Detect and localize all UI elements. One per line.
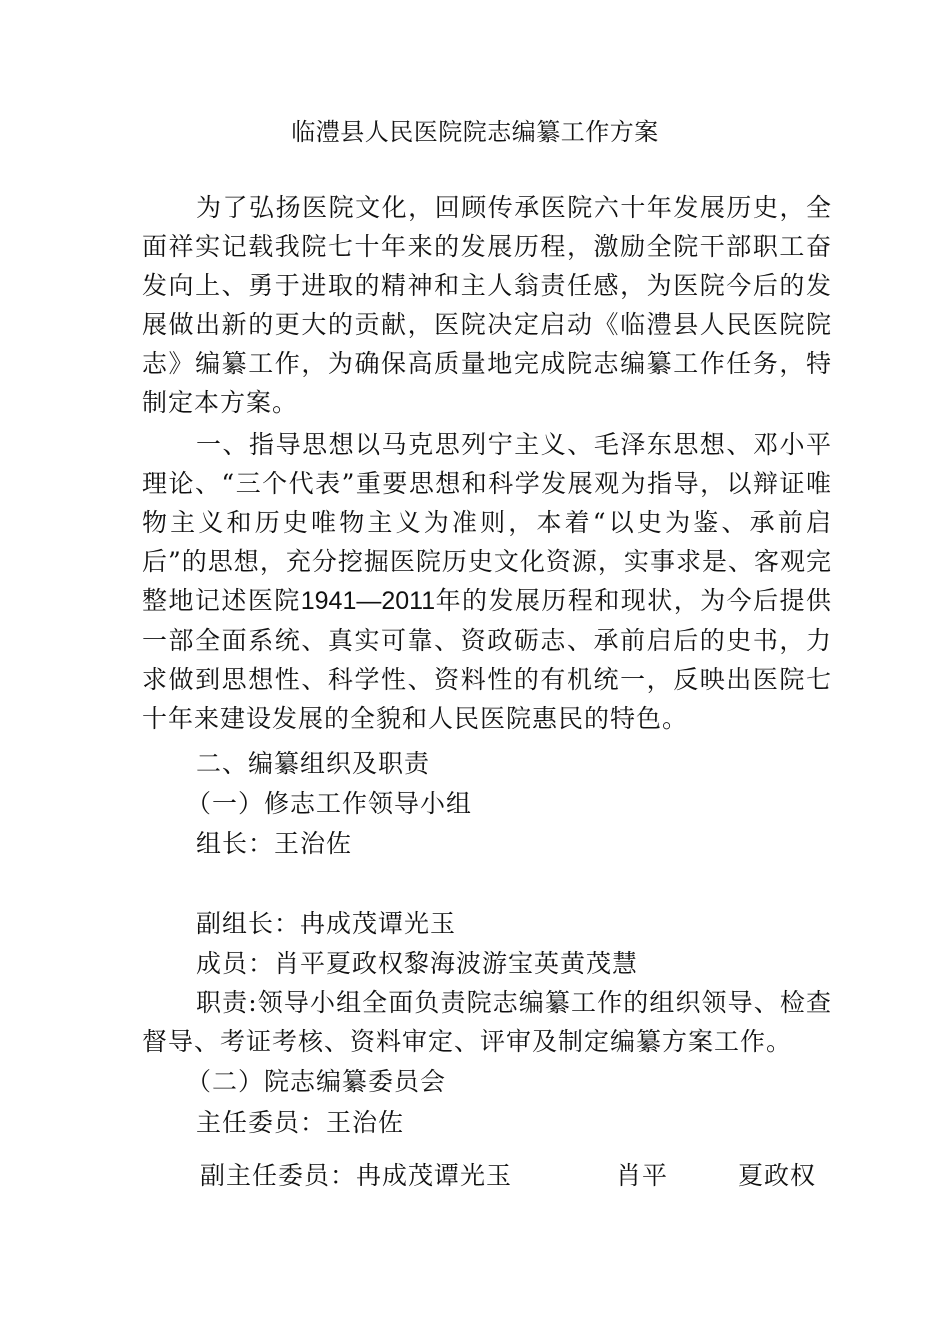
- committee-vice-directors: 副主任委员：冉成茂谭光玉: [200, 1161, 513, 1190]
- section2-heading: 二、编纂组织及职责: [196, 749, 431, 778]
- deputy-leaders: 副组长：冉成茂谭光玉: [196, 909, 457, 938]
- group-members: 成员：肖平夏政权黎海波游宝英黄茂慧: [196, 949, 639, 978]
- document-title: 临澧县人民医院院志编纂工作方案: [291, 118, 659, 146]
- year-range: 1941—2011: [300, 587, 436, 615]
- leadership-group-heading: （一）修志工作领导小组: [186, 789, 473, 818]
- guiding-principles-text-2: 年的发展历程和现状，为今后提供一部全面系统、真实可靠、资政砺志、承前启后的史书，力求做到思想性、科学性、资料性的有机统一，反映出医院七十年来建设发展的全貌和人民医院惠民的特色。: [142, 586, 832, 733]
- guiding-principles-paragraph: [142, 425, 832, 738]
- committee-vice-director-name: 肖平: [616, 1161, 669, 1190]
- intro-paragraph: 为了弘扬医院文化，回顾传承医院六十年发展历史，全面祥实记载我院七十年来的发展历程，激励全院干部职工奋发向上、勇于进取的精神和主人翁责任感，为医院今后的发展做出新的更大的贡献，医院决定启动《临澧县人民医院院志》编纂工作，为确保高质量地完成院志编纂工作任务，特制定本方案。: [142, 193, 832, 417]
- committee-vice-director-name: 夏政权: [738, 1161, 817, 1190]
- committee-director: 主任委员：王治佐: [196, 1108, 405, 1137]
- committee-heading: （二）院志编纂委员会: [186, 1067, 447, 1096]
- duty-paragraph: 职责:领导小组全面负责院志编纂工作的组织领导、检查督导、考证考核、资料审定、评审及制定编纂方案工作。: [142, 988, 832, 1056]
- guiding-principles-text-1: 一、指导思想以马克思列宁主义、毛泽东思想、邓小平理论、“三个代表”重要思想和科学发展观为指导，以辩证唯物主义和历史唯物主义为准则，本着“以史为鉴、承前启后”的思想，充分挖掘医院历史文化资源，实事求是、客观完整地记述医院: [142, 430, 832, 615]
- group-leader: 组长：王治佐: [196, 829, 353, 858]
